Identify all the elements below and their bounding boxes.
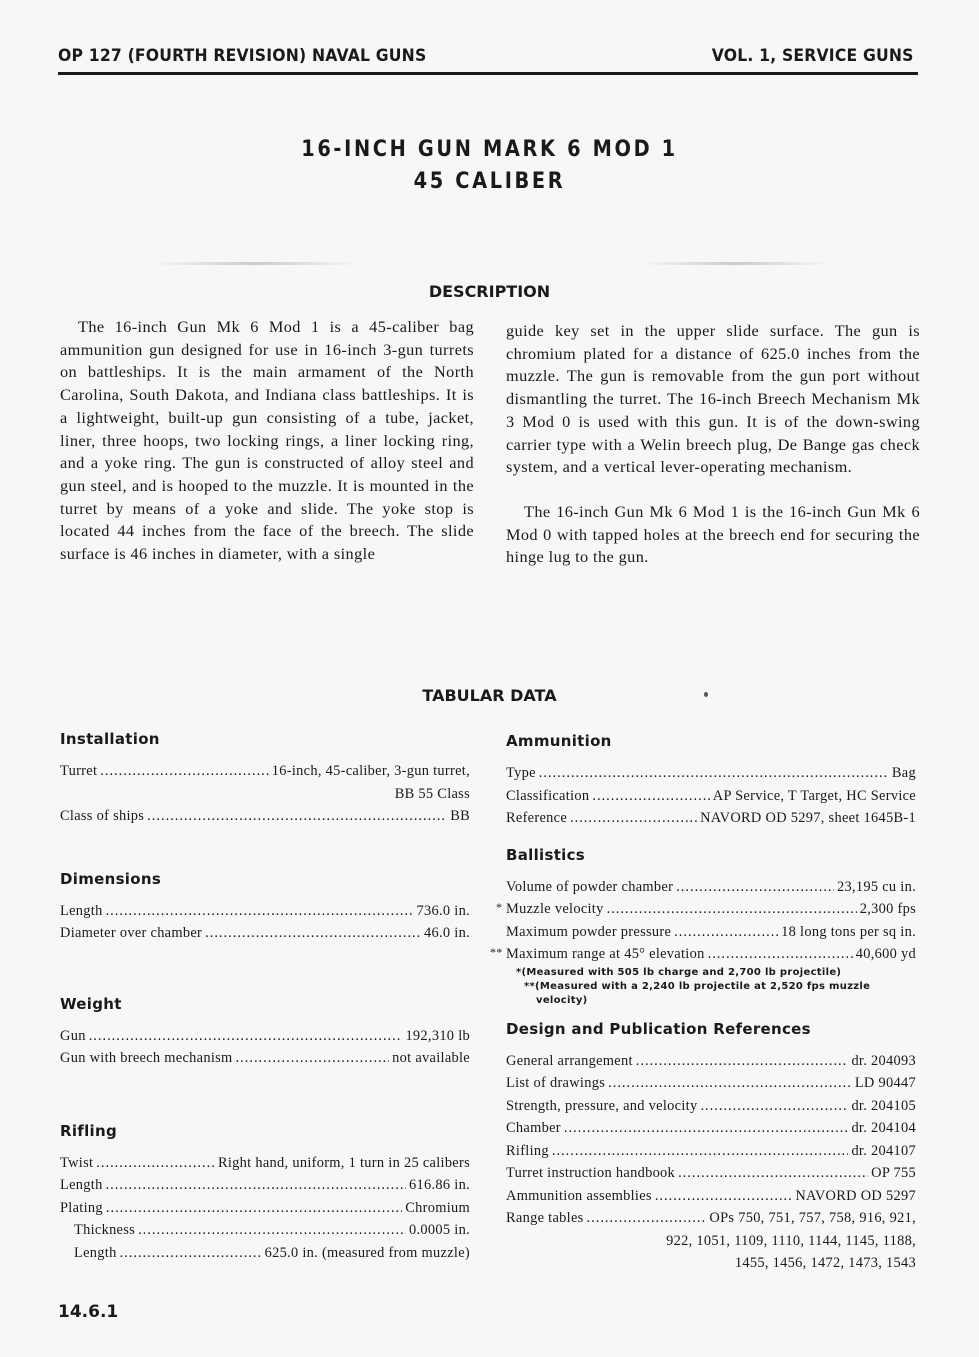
dimensions-title: Dimensions bbox=[60, 869, 162, 888]
leader-dots bbox=[138, 1219, 406, 1242]
leader-dots bbox=[678, 1162, 868, 1185]
description-paragraph-continued: guide key set in the upper slide surface. The gun is chromium plated for a distance of 625.0 inches from the muzzle. The gun is removable from the gun port without dismantling the turret. The 16-inch Breech Mechanism Mk 3 Mod 0 is used with this gun. It is of the down-swing carrier type with a Welin breech plug, De Bange gas check system, and a vertical lever-operating mechanism. bbox=[506, 321, 920, 477]
description-column-right bbox=[506, 320, 920, 569]
data-row bbox=[506, 1117, 916, 1140]
tabular-right-column bbox=[490, 732, 916, 1275]
leader-dots bbox=[539, 762, 889, 785]
ammunition-group bbox=[506, 732, 916, 830]
description-column-left bbox=[60, 316, 474, 566]
data-row bbox=[506, 785, 916, 808]
row-value: 46.0 in. bbox=[424, 925, 470, 941]
row-label: Muzzle velocity bbox=[506, 901, 604, 917]
scan-smudge bbox=[150, 262, 360, 265]
leader-dots bbox=[236, 1047, 390, 1070]
row-value: 18 long tons per sq in. bbox=[781, 923, 916, 940]
row-label: Reference bbox=[506, 810, 568, 826]
leader-dots bbox=[608, 1072, 852, 1095]
row-label: Strength, pressure, and velocity bbox=[506, 1097, 698, 1114]
data-row bbox=[506, 807, 916, 830]
row-value-continued: BB 55 Class bbox=[394, 785, 470, 802]
data-row bbox=[506, 921, 916, 944]
row-label: Maximum range at 45° elevation bbox=[506, 946, 705, 962]
row-value: 192,310 lb bbox=[405, 1027, 470, 1044]
row-value: 40,600 yd bbox=[855, 946, 916, 962]
leader-dots bbox=[205, 922, 421, 945]
row-label: Gun with breech mechanism bbox=[60, 1050, 233, 1066]
page-title bbox=[0, 134, 979, 198]
row-value: 23,195 cu in. bbox=[836, 878, 916, 895]
scan-smudge bbox=[640, 262, 830, 265]
data-row bbox=[60, 1219, 470, 1242]
row-label: Range tables bbox=[506, 1210, 584, 1226]
data-row bbox=[506, 1185, 916, 1208]
leader-dots bbox=[676, 876, 834, 899]
header-volume: VOL. 1, SERVICE GUNS bbox=[711, 46, 914, 66]
row-value: dr. 204093 bbox=[851, 1052, 916, 1069]
row-label: List of drawings bbox=[506, 1075, 606, 1091]
row-label: Class of ships bbox=[60, 808, 145, 824]
row-value: LD 90447 bbox=[854, 1075, 916, 1091]
data-row bbox=[496, 898, 916, 921]
row-value: dr. 204104 bbox=[851, 1120, 916, 1136]
row-label: Ammunition assemblies bbox=[506, 1187, 652, 1204]
data-row bbox=[60, 1197, 470, 1220]
row-label: Twist bbox=[60, 1154, 94, 1171]
data-row bbox=[60, 805, 470, 828]
data-row bbox=[506, 1140, 916, 1163]
footnote: *(Measured with 505 lb charge and 2,700 lb projectile) bbox=[516, 966, 842, 978]
tabular-data-heading: TABULAR DATA bbox=[422, 686, 557, 705]
leader-dots bbox=[147, 805, 447, 828]
row-label: Type bbox=[506, 765, 536, 781]
description-paragraph: The 16-inch Gun Mk 6 Mod 1 is a 45-caliber bag ammunition gun designed for use in 16-inch 3-gun turrets on battleships. It is the main armament of the North Carolina, South Dakota, and Indiana class battleships. It is a lightweight, built-up gun consisting of a tube, jacket, liner, three hoops, two locking rings, a liner locking ring, and a yoke ring. The gun is constructed of alloy steel and gun steel, and is hooped to the muzzle. It is mounted in the turret by means of a yoke and slide. The yoke stop is located 44 inches from the face of the breech. The slide surface is 46 inches in diameter, with a single bbox=[60, 317, 474, 564]
data-row bbox=[60, 922, 470, 945]
row-label: Classification bbox=[506, 787, 590, 804]
row-value: BB bbox=[450, 808, 470, 824]
data-row bbox=[60, 760, 470, 783]
row-value: NAVORD OD 5297, sheet 1645B-1 bbox=[700, 810, 916, 826]
installation-group bbox=[60, 730, 470, 828]
leader-dots bbox=[106, 1197, 402, 1220]
weight-group bbox=[60, 995, 470, 1070]
leader-dots bbox=[592, 785, 709, 808]
row-value: 16-inch, 45-caliber, 3-gun turret, bbox=[271, 763, 470, 779]
page-number: 14.6.1 bbox=[58, 1302, 119, 1322]
row-value: 616.86 in. bbox=[409, 1177, 470, 1193]
data-row bbox=[60, 900, 470, 923]
leader-dots bbox=[106, 1174, 406, 1197]
row-value: dr. 204105 bbox=[851, 1097, 916, 1114]
data-row bbox=[60, 1152, 470, 1175]
scan-speck bbox=[704, 692, 708, 697]
data-row bbox=[490, 943, 916, 966]
data-row bbox=[60, 1242, 470, 1265]
data-row bbox=[506, 762, 916, 785]
row-value: NAVORD OD 5297 bbox=[795, 1187, 916, 1204]
row-value: 625.0 in. (measured from muzzle) bbox=[264, 1244, 470, 1261]
row-value: 736.0 in. bbox=[416, 902, 470, 919]
data-row bbox=[60, 1047, 470, 1070]
row-label: Length bbox=[60, 1177, 103, 1193]
row-label: Length bbox=[60, 902, 103, 919]
row-value: dr. 204107 bbox=[851, 1142, 916, 1159]
footnote: **(Measured with a 2,240 lb projectile at 2,520 fps muzzle velocity) bbox=[524, 980, 871, 1006]
running-header bbox=[58, 46, 914, 66]
row-value: 2,300 fps bbox=[859, 901, 916, 917]
ballistics-group bbox=[490, 845, 916, 1008]
leader-dots bbox=[89, 1025, 403, 1048]
data-row bbox=[60, 1025, 470, 1048]
data-row bbox=[506, 1050, 916, 1073]
title-line-1: 16-INCH GUN MARK 6 MOD 1 bbox=[301, 137, 678, 162]
rifling-group bbox=[60, 1122, 470, 1265]
data-row bbox=[506, 1072, 916, 1095]
row-label: Thickness bbox=[74, 1222, 136, 1238]
data-row bbox=[506, 1162, 916, 1185]
tabular-left-column bbox=[60, 730, 470, 1264]
leader-dots bbox=[564, 1117, 849, 1140]
row-value: Right hand, uniform, 1 turn in 25 calibers bbox=[217, 1154, 470, 1171]
leader-dots bbox=[96, 1152, 215, 1175]
leader-dots bbox=[655, 1185, 793, 1208]
rifling-title: Rifling bbox=[60, 1121, 118, 1140]
references-title: Design and Publication References bbox=[506, 1019, 811, 1038]
data-row bbox=[506, 1207, 916, 1230]
ammunition-title: Ammunition bbox=[506, 732, 612, 750]
row-value: Bag bbox=[891, 765, 916, 781]
row-value: AP Service, T Target, HC Service bbox=[712, 787, 916, 804]
row-label: Turret instruction handbook bbox=[506, 1165, 676, 1181]
title-line-2: 45 CALIBER bbox=[413, 169, 566, 194]
header-publication: OP 127 (FOURTH REVISION) NAVAL GUNS bbox=[58, 46, 427, 66]
data-row bbox=[60, 1174, 470, 1197]
row-label: Plating bbox=[60, 1199, 103, 1216]
row-value-continued: 1455, 1456, 1472, 1473, 1543 bbox=[734, 1255, 916, 1271]
row-label: Maximum powder pressure bbox=[506, 923, 672, 940]
data-row bbox=[506, 1095, 916, 1118]
leader-dots bbox=[674, 921, 778, 944]
leader-dots bbox=[100, 760, 269, 783]
description-heading: DESCRIPTION bbox=[428, 282, 551, 301]
row-value: Chromium bbox=[405, 1199, 470, 1216]
leader-dots bbox=[636, 1050, 849, 1073]
leader-dots bbox=[587, 1207, 707, 1230]
row-value-continued: 922, 1051, 1109, 1110, 1144, 1145, 1188, bbox=[666, 1232, 916, 1249]
header-rule bbox=[58, 72, 918, 75]
data-row bbox=[506, 876, 916, 899]
row-label: Length bbox=[74, 1244, 117, 1261]
row-value: OPs 750, 751, 757, 758, 916, 921, bbox=[709, 1210, 916, 1226]
weight-title: Weight bbox=[60, 994, 122, 1013]
dimensions-group bbox=[60, 870, 470, 945]
ballistics-title: Ballistics bbox=[506, 845, 586, 864]
leader-dots bbox=[607, 898, 857, 921]
row-label: Diameter over chamber bbox=[60, 925, 203, 941]
row-label: Turret bbox=[60, 763, 98, 779]
row-value: 0.0005 in. bbox=[409, 1222, 470, 1238]
row-label: Chamber bbox=[506, 1120, 561, 1136]
leader-dots bbox=[120, 1242, 262, 1265]
row-label: Gun bbox=[60, 1027, 86, 1044]
leader-dots bbox=[708, 943, 853, 966]
references-group bbox=[506, 1020, 916, 1275]
row-label: Volume of powder chamber bbox=[506, 878, 674, 895]
row-label: General arrangement bbox=[506, 1052, 633, 1069]
footnote-mark: ** bbox=[490, 945, 503, 959]
row-value: OP 755 bbox=[871, 1165, 916, 1181]
leader-dots bbox=[700, 1095, 848, 1118]
leader-dots bbox=[106, 900, 414, 923]
footnote-mark: * bbox=[496, 900, 503, 914]
installation-title: Installation bbox=[60, 730, 160, 748]
leader-dots bbox=[570, 807, 697, 830]
description-paragraph-2: The 16-inch Gun Mk 6 Mod 1 is the 16-inch Gun Mk 6 Mod 0 with tapped holes at the breech end for securing the hinge lug to the gun. bbox=[506, 501, 920, 567]
row-value: not available bbox=[392, 1050, 470, 1066]
leader-dots bbox=[552, 1140, 849, 1163]
row-label: Rifling bbox=[506, 1142, 549, 1159]
